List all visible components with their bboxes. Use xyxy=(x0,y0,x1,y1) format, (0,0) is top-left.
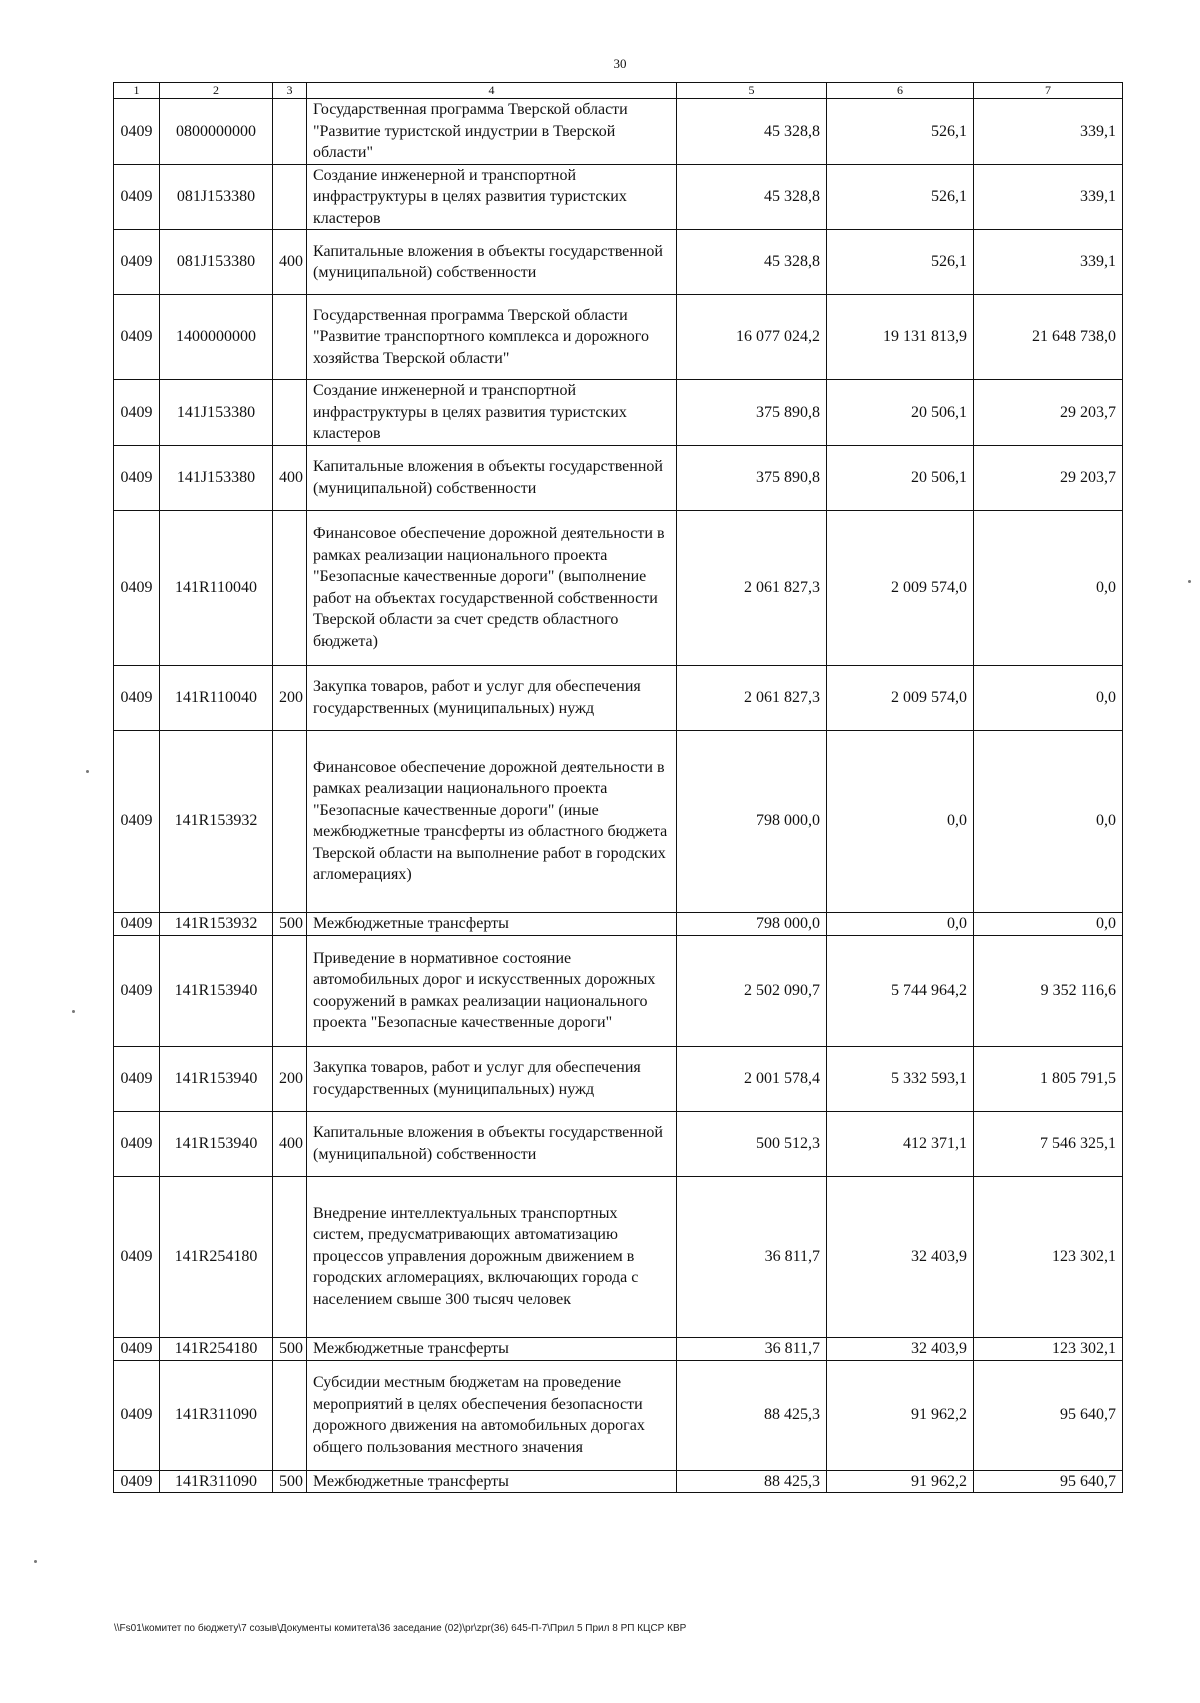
column-number-header-row xyxy=(114,83,1123,99)
amount-col6: 412 371,1 xyxy=(827,1111,974,1176)
section-code: 0409 xyxy=(114,1360,160,1470)
target-article-code: 081J153380 xyxy=(160,230,273,295)
file-path-footer: \\Fs01\комитет по бюджету\7 созыв\Документы комитета\36 заседание (02)\pr\zpr(36) 645-П-7\Прил 5 Прил 8 РП КЦСР КВР xyxy=(114,1623,687,1634)
column-header: 1 xyxy=(114,83,160,99)
section-code: 0409 xyxy=(114,1046,160,1111)
expense-type-code: 400 xyxy=(273,1111,307,1176)
section-code: 0409 xyxy=(114,295,160,380)
section-code: 0409 xyxy=(114,912,160,935)
amount-col6: 32 403,9 xyxy=(827,1337,974,1360)
table-row xyxy=(114,935,1123,1046)
table-row xyxy=(114,1111,1123,1176)
section-code: 0409 xyxy=(114,1470,160,1493)
target-article-code: 141R153940 xyxy=(160,1111,273,1176)
expense-type-code xyxy=(273,380,307,446)
target-article-code: 0800000000 xyxy=(160,99,273,165)
section-code: 0409 xyxy=(114,935,160,1046)
expense-type-code: 500 xyxy=(273,1337,307,1360)
amount-col6: 526,1 xyxy=(827,164,974,230)
section-code: 0409 xyxy=(114,1176,160,1337)
amount-col7: 123 302,1 xyxy=(974,1176,1123,1337)
column-header: 2 xyxy=(160,83,273,99)
expense-type-code xyxy=(273,164,307,230)
amount-col7: 7 546 325,1 xyxy=(974,1111,1123,1176)
section-code: 0409 xyxy=(114,730,160,912)
amount-col5: 798 000,0 xyxy=(677,912,827,935)
target-article-code: 141R153940 xyxy=(160,1046,273,1111)
section-code: 0409 xyxy=(114,665,160,730)
expense-type-code xyxy=(273,99,307,165)
item-name: Создание инженерной и транспортной инфраструктуры в целях развития туристских кластеров xyxy=(307,164,677,230)
amount-col5: 45 328,8 xyxy=(677,230,827,295)
table-row xyxy=(114,1470,1123,1493)
section-code: 0409 xyxy=(114,510,160,665)
amount-col6: 526,1 xyxy=(827,230,974,295)
amount-col6: 0,0 xyxy=(827,730,974,912)
amount-col5: 500 512,3 xyxy=(677,1111,827,1176)
amount-col6: 5 744 964,2 xyxy=(827,935,974,1046)
amount-col7: 339,1 xyxy=(974,99,1123,165)
expense-type-code xyxy=(273,510,307,665)
page-number: 30 xyxy=(613,56,627,71)
amount-col5: 16 077 024,2 xyxy=(677,295,827,380)
scan-speck xyxy=(86,770,89,773)
amount-col5: 88 425,3 xyxy=(677,1360,827,1470)
expense-type-code xyxy=(273,730,307,912)
amount-col5: 88 425,3 xyxy=(677,1470,827,1493)
amount-col6: 2 009 574,0 xyxy=(827,510,974,665)
table-row xyxy=(114,912,1123,935)
column-header: 6 xyxy=(827,83,974,99)
expense-type-code: 500 xyxy=(273,1470,307,1493)
target-article-code: 141R311090 xyxy=(160,1470,273,1493)
item-name: Межбюджетные трансферты xyxy=(307,1470,677,1493)
scan-speck xyxy=(1188,580,1191,583)
amount-col5: 36 811,7 xyxy=(677,1337,827,1360)
target-article-code: 141R254180 xyxy=(160,1176,273,1337)
table-row xyxy=(114,730,1123,912)
amount-col5: 45 328,8 xyxy=(677,99,827,165)
amount-col7: 29 203,7 xyxy=(974,380,1123,446)
target-article-code: 081J153380 xyxy=(160,164,273,230)
amount-col7: 339,1 xyxy=(974,164,1123,230)
column-header: 7 xyxy=(974,83,1123,99)
expense-type-code: 200 xyxy=(273,1046,307,1111)
amount-col6: 0,0 xyxy=(827,912,974,935)
target-article-code: 141R110040 xyxy=(160,665,273,730)
target-article-code: 141R153940 xyxy=(160,935,273,1046)
section-code: 0409 xyxy=(114,99,160,165)
amount-col5: 2 001 578,4 xyxy=(677,1046,827,1111)
amount-col7: 95 640,7 xyxy=(974,1360,1123,1470)
amount-col7: 0,0 xyxy=(974,510,1123,665)
amount-col5: 2 502 090,7 xyxy=(677,935,827,1046)
expense-type-code: 200 xyxy=(273,665,307,730)
amount-col6: 20 506,1 xyxy=(827,445,974,510)
table-row xyxy=(114,1176,1123,1337)
expense-type-code: 500 xyxy=(273,912,307,935)
amount-col6: 32 403,9 xyxy=(827,1176,974,1337)
amount-col7: 339,1 xyxy=(974,230,1123,295)
item-name: Создание инженерной и транспортной инфраструктуры в целях развития туристских кластеров xyxy=(307,380,677,446)
target-article-code: 141R153932 xyxy=(160,912,273,935)
amount-col5: 2 061 827,3 xyxy=(677,510,827,665)
table-row xyxy=(114,510,1123,665)
target-article-code: 1400000000 xyxy=(160,295,273,380)
section-code: 0409 xyxy=(114,1111,160,1176)
section-code: 0409 xyxy=(114,1337,160,1360)
amount-col5: 45 328,8 xyxy=(677,164,827,230)
scan-speck xyxy=(34,1560,37,1563)
amount-col6: 19 131 813,9 xyxy=(827,295,974,380)
item-name: Закупка товаров, работ и услуг для обеспечения государственных (муниципальных) нужд xyxy=(307,665,677,730)
amount-col7: 0,0 xyxy=(974,665,1123,730)
expense-type-code xyxy=(273,935,307,1046)
section-code: 0409 xyxy=(114,230,160,295)
target-article-code: 141R311090 xyxy=(160,1360,273,1470)
item-name: Государственная программа Тверской области "Развитие туристской индустрии в Тверской области" xyxy=(307,99,677,165)
amount-col7: 21 648 738,0 xyxy=(974,295,1123,380)
column-header: 5 xyxy=(677,83,827,99)
item-name: Приведение в нормативное состояние автомобильных дорог и искусственных дорожных сооружений в рамках реализации национального проекта "Безопасные качественные дороги" xyxy=(307,935,677,1046)
amount-col6: 526,1 xyxy=(827,99,974,165)
table-row xyxy=(114,380,1123,446)
item-name: Межбюджетные трансферты xyxy=(307,912,677,935)
section-code: 0409 xyxy=(114,445,160,510)
table-row xyxy=(114,1360,1123,1470)
amount-col7: 9 352 116,6 xyxy=(974,935,1123,1046)
target-article-code: 141R153932 xyxy=(160,730,273,912)
item-name: Государственная программа Тверской области "Развитие транспортного комплекса и дорожного хозяйства Тверской области" xyxy=(307,295,677,380)
target-article-code: 141R110040 xyxy=(160,510,273,665)
item-name: Капитальные вложения в объекты государственной (муниципальной) собственности xyxy=(307,1111,677,1176)
item-name: Внедрение интеллектуальных транспортных систем, предусматривающих автоматизацию процессов управления дорожным движением в городских агломерациях, включающих города с населением свыше 300 тысяч человек xyxy=(307,1176,677,1337)
column-header: 4 xyxy=(307,83,677,99)
amount-col7: 0,0 xyxy=(974,912,1123,935)
item-name: Межбюджетные трансферты xyxy=(307,1337,677,1360)
amount-col6: 2 009 574,0 xyxy=(827,665,974,730)
expense-type-code xyxy=(273,1360,307,1470)
scan-speck xyxy=(72,1010,75,1013)
amount-col6: 91 962,2 xyxy=(827,1470,974,1493)
amount-col5: 36 811,7 xyxy=(677,1176,827,1337)
budget-table xyxy=(113,82,1123,1493)
item-name: Субсидии местным бюджетам на проведение мероприятий в целях обеспечения безопасности дорожного движения на автомобильных дорогах общего пользования местного значения xyxy=(307,1360,677,1470)
item-name: Капитальные вложения в объекты государственной (муниципальной) собственности xyxy=(307,230,677,295)
target-article-code: 141J153380 xyxy=(160,445,273,510)
amount-col6: 5 332 593,1 xyxy=(827,1046,974,1111)
section-code: 0409 xyxy=(114,380,160,446)
item-name: Финансовое обеспечение дорожной деятельности в рамках реализации национального проекта "Безопасные качественные дороги" (иные межбюджетные трансферты из областного бюджета Тверской области на выполнение работ в городских агломерациях) xyxy=(307,730,677,912)
item-name: Закупка товаров, работ и услуг для обеспечения государственных (муниципальных) нужд xyxy=(307,1046,677,1111)
amount-col7: 0,0 xyxy=(974,730,1123,912)
section-code: 0409 xyxy=(114,164,160,230)
amount-col5: 375 890,8 xyxy=(677,380,827,446)
table-row xyxy=(114,230,1123,295)
target-article-code: 141J153380 xyxy=(160,380,273,446)
table-row xyxy=(114,1337,1123,1360)
target-article-code: 141R254180 xyxy=(160,1337,273,1360)
table-row xyxy=(114,295,1123,380)
table-row xyxy=(114,164,1123,230)
amount-col7: 123 302,1 xyxy=(974,1337,1123,1360)
amount-col5: 2 061 827,3 xyxy=(677,665,827,730)
item-name: Капитальные вложения в объекты государственной (муниципальной) собственности xyxy=(307,445,677,510)
amount-col5: 798 000,0 xyxy=(677,730,827,912)
table-row xyxy=(114,665,1123,730)
expense-type-code xyxy=(273,1176,307,1337)
table-row xyxy=(114,445,1123,510)
column-header: 3 xyxy=(273,83,307,99)
expense-type-code: 400 xyxy=(273,230,307,295)
item-name: Финансовое обеспечение дорожной деятельности в рамках реализации национального проекта "Безопасные качественные дороги" (выполнение работ на объектах государственной собственности Тверской области за счет средств областного бюджета) xyxy=(307,510,677,665)
amount-col6: 20 506,1 xyxy=(827,380,974,446)
expense-type-code: 400 xyxy=(273,445,307,510)
amount-col7: 29 203,7 xyxy=(974,445,1123,510)
amount-col7: 1 805 791,5 xyxy=(974,1046,1123,1111)
amount-col7: 95 640,7 xyxy=(974,1470,1123,1493)
table-row xyxy=(114,99,1123,165)
table-row xyxy=(114,1046,1123,1111)
amount-col6: 91 962,2 xyxy=(827,1360,974,1470)
expense-type-code xyxy=(273,295,307,380)
amount-col5: 375 890,8 xyxy=(677,445,827,510)
